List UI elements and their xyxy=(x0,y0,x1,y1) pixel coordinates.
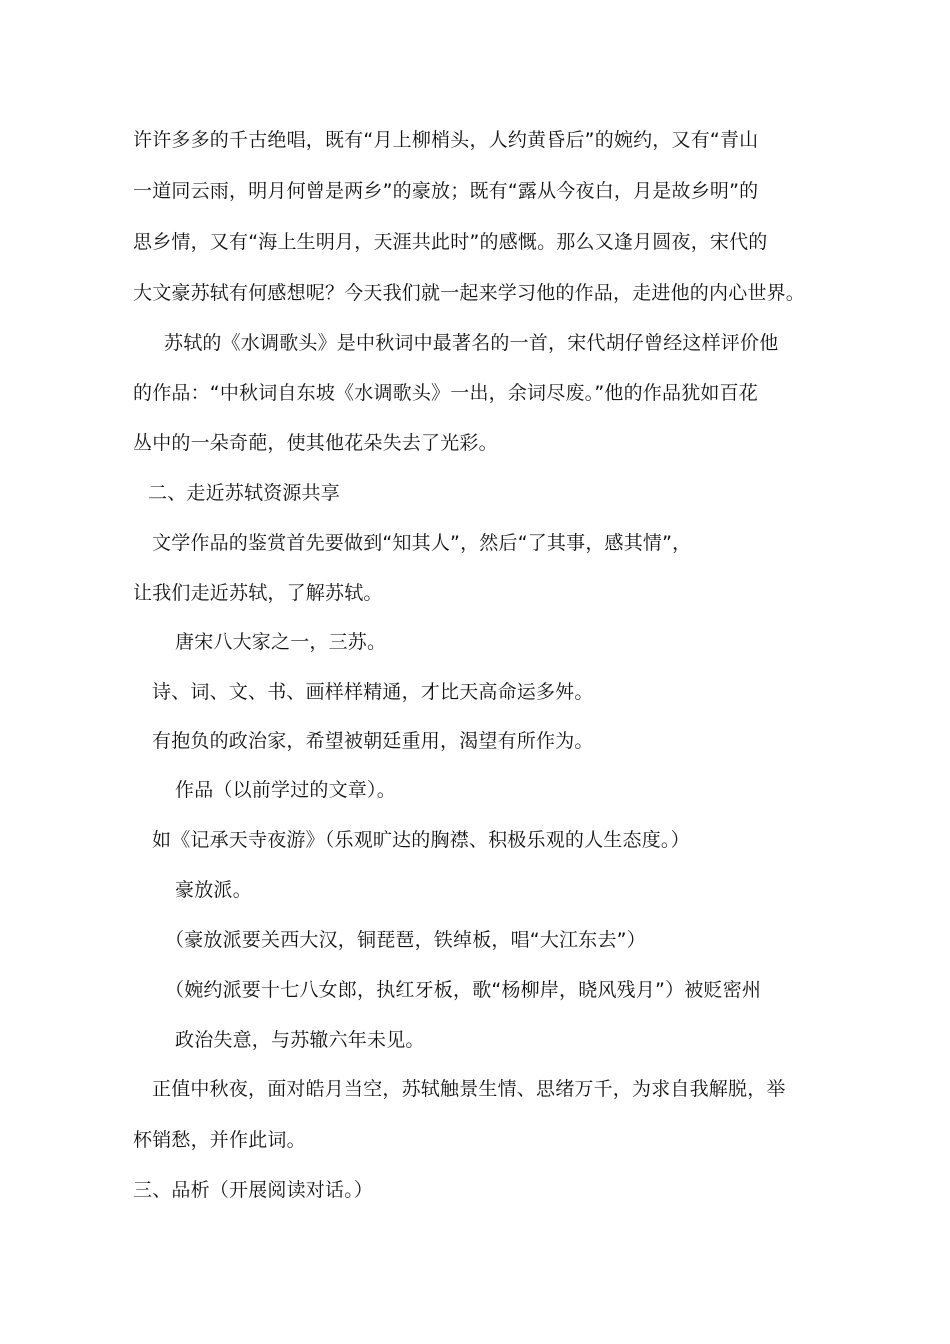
text-line: 正值中秋夜，面对皓月当空，苏轼触景生情、思绪万千，为求自我解脱，举 xyxy=(152,1078,786,1100)
section-heading: 二、走近苏轼资源共享 xyxy=(148,482,341,504)
text-line: 的作品：“中秋词自东坡《水调歌头》一出，余词尽废。”他的作品犹如百花 xyxy=(133,382,758,404)
text-line: 许许多多的千古绝唱，既有“月上柳梢头，人约黄昏后”的婉约，又有“青山 xyxy=(133,129,759,151)
text-line: 思乡情，又有“海上生明月，天涯共此时”的感慨。那么又逢月圆夜，宋代的 xyxy=(133,231,768,253)
text-line: 苏轼的《水调歌头》是中秋词中最著名的一首，宋代胡仔曾经这样评价他 xyxy=(164,332,779,354)
text-line: 作品（以前学过的文章）。 xyxy=(175,779,396,801)
text-line: 豪放派。 xyxy=(175,879,252,901)
text-line: 如《记承天寺夜游》（乐观旷达的胸襟、积极乐观的人生态度。） xyxy=(152,829,690,851)
text-line: 唐宋八大家之一，三苏。 xyxy=(175,631,387,653)
text-line: 让我们走近苏轼，了解苏轼。 xyxy=(133,582,383,604)
text-line: （婉约派要十七八女郎，执红牙板，歌“杨柳岸，晓风残月”）被贬密州 xyxy=(165,979,762,1001)
text-line: 诗、词、文、书、画样样精通，才比天高命运多舛。 xyxy=(152,681,594,703)
text-line: 丛中的一朵奇葩，使其他花朵失去了光彩。 xyxy=(133,432,498,454)
text-line: 文学作品的鉴赏首先要做到“知其人”，然后“了其事，感其情”， xyxy=(152,532,692,554)
text-line: 大文豪苏轼有何感想呢？今天我们就一起来学习他的作品，走进他的内心世界。 xyxy=(133,282,806,304)
text-line: 杯销愁，并作此词。 xyxy=(133,1129,306,1151)
section-heading: 三、品析（开展阅读对话。） xyxy=(133,1179,374,1201)
text-line: 政治失意，与苏辙六年未见。 xyxy=(175,1029,425,1051)
text-line: 一道同云雨，明月何曾是两乡”的豪放；既有“露从今夜白，月是故乡明”的 xyxy=(133,180,759,202)
text-line: （豪放派要关西大汉，铜琵琶，铁绰板，唱“大江东去”） xyxy=(165,929,646,951)
text-line: 有抱负的政治家，希望被朝廷重用，渴望有所作为。 xyxy=(152,730,594,752)
